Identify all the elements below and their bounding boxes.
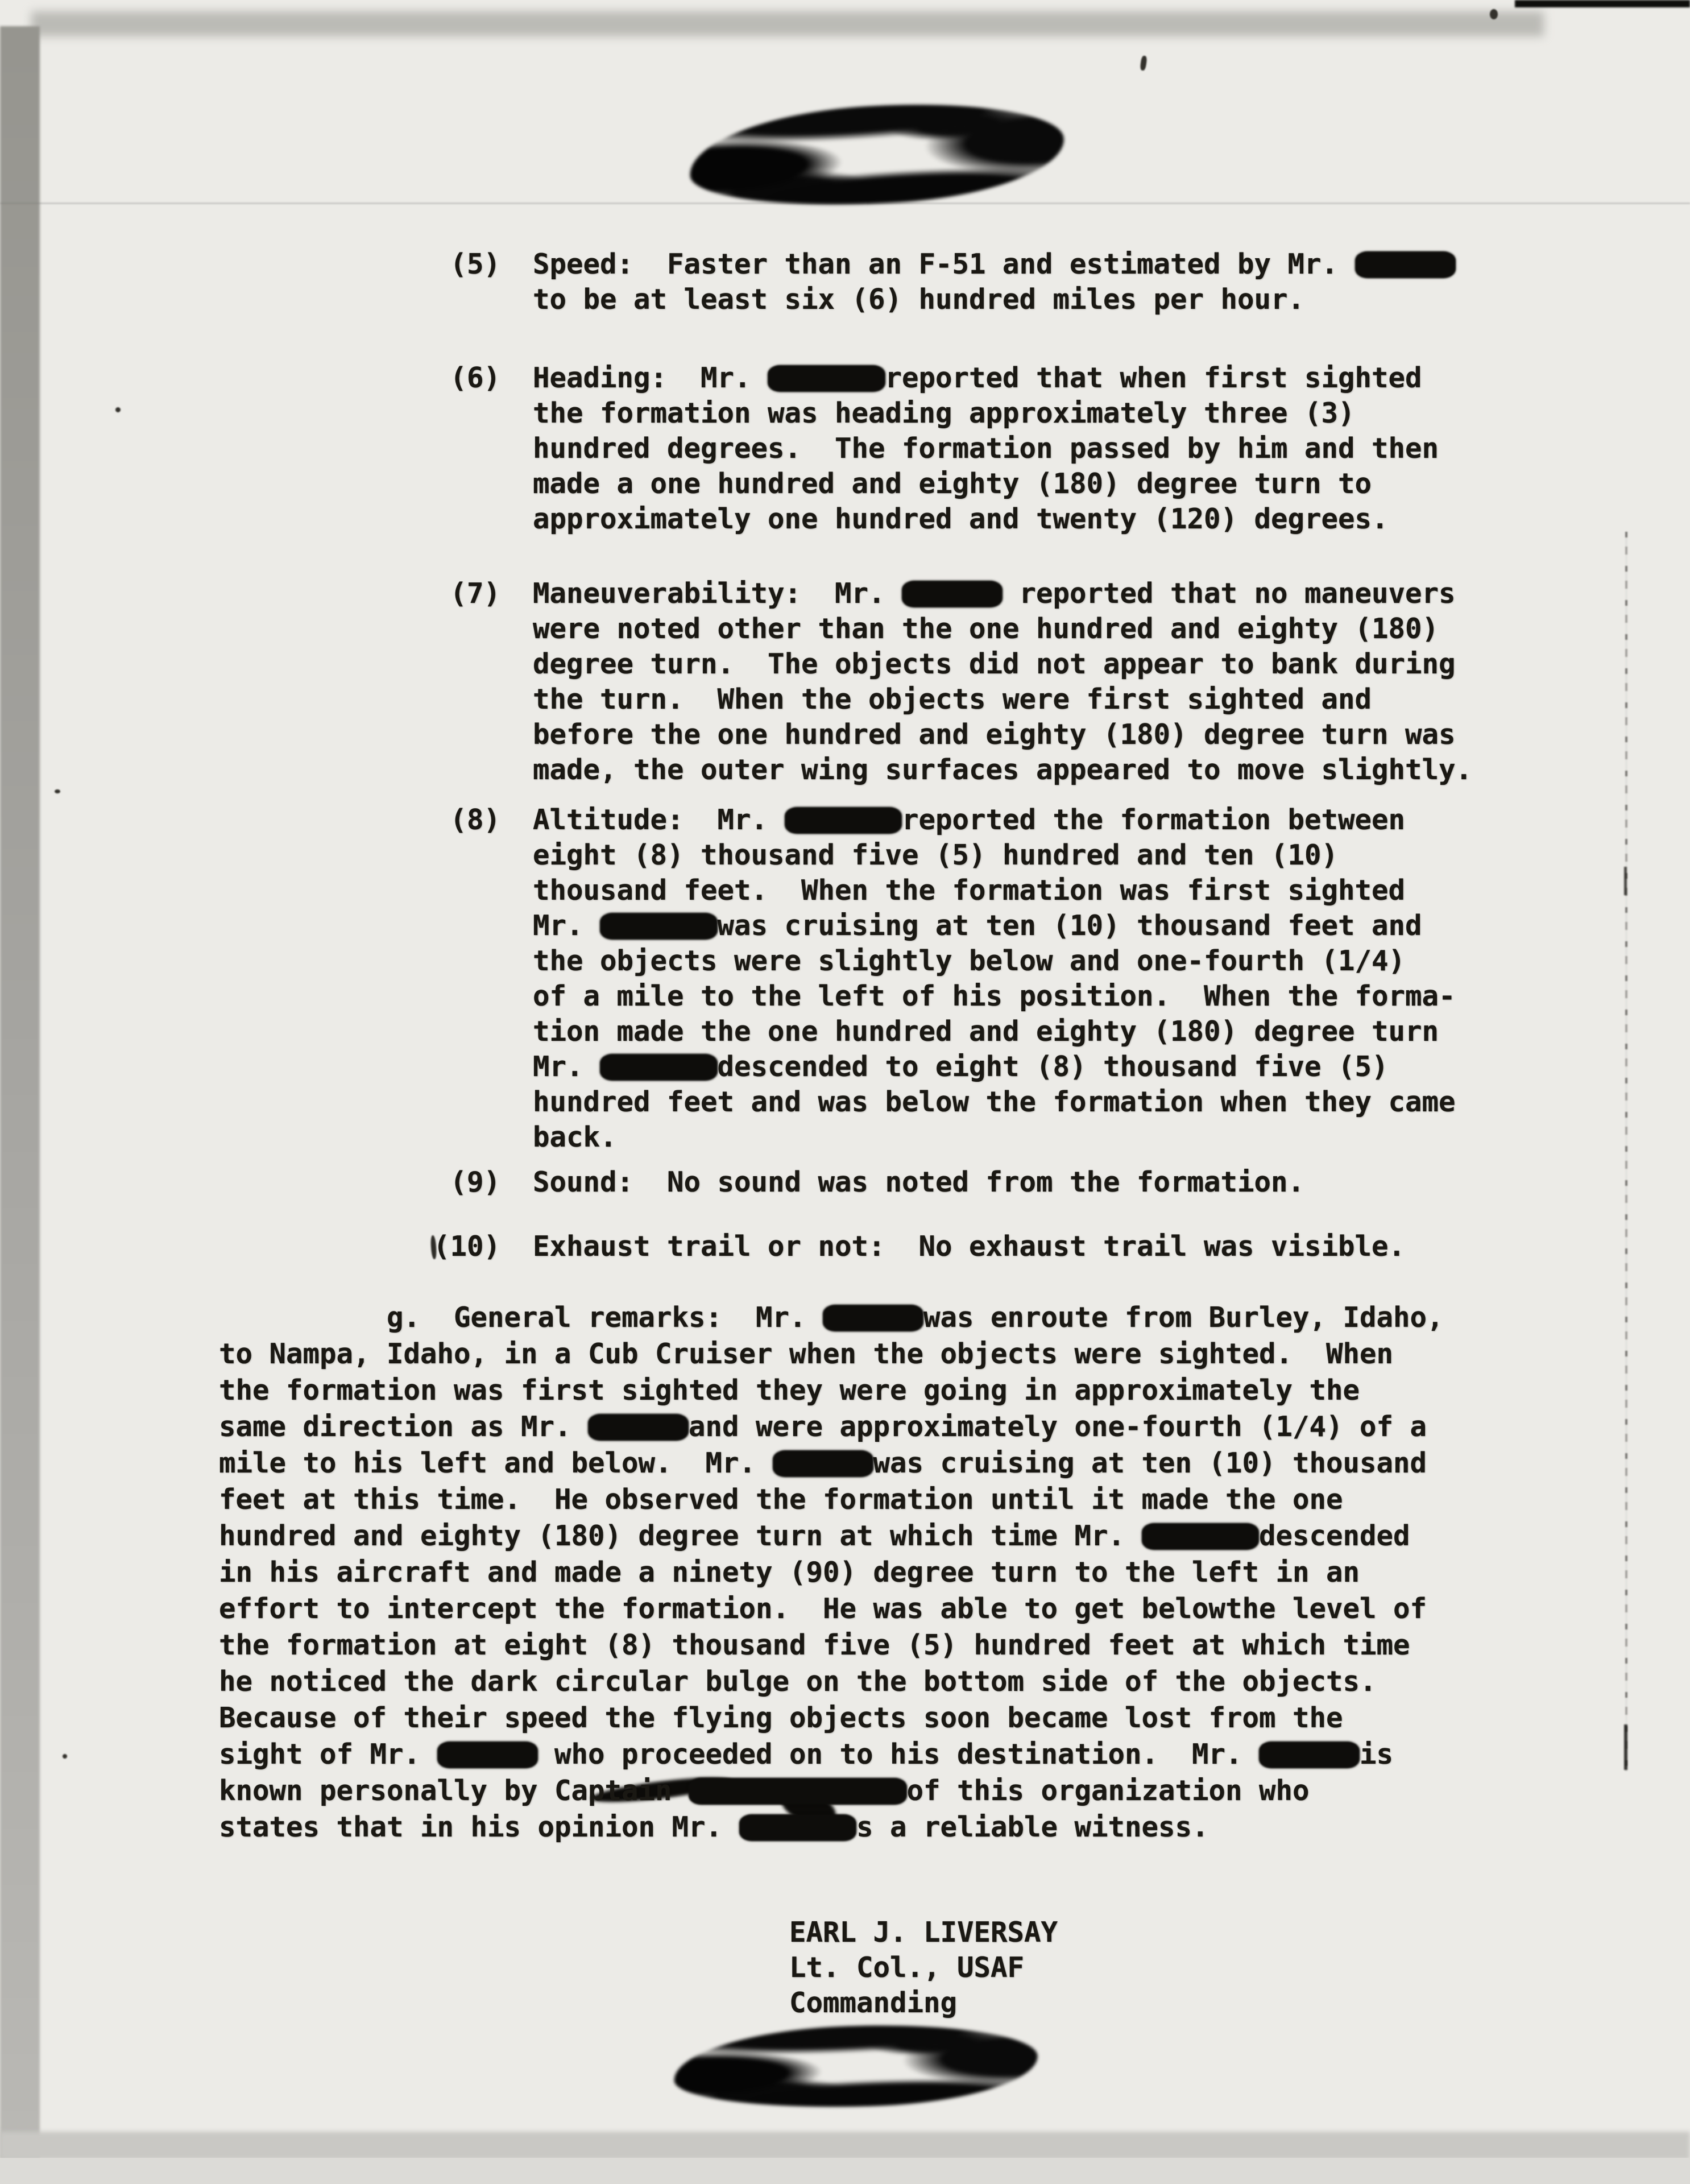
- redaction-bar: [689, 1778, 907, 1805]
- text-line: Speed: Faster than an F-51 and estimated by Mr.: [533, 247, 1456, 282]
- scan-left-edge-shadow: [0, 26, 40, 2184]
- ink-speck: [1140, 55, 1148, 71]
- text-line: g. General remarks: Mr. was enroute from Burley, Idaho,: [219, 1301, 1444, 1334]
- text-line: approximately one hundred and twenty (120) degrees.: [533, 503, 1389, 535]
- redaction-bar: [768, 365, 885, 392]
- report-item-10: [421, 1229, 1405, 1264]
- scan-vertical-streak-segment: [1624, 867, 1627, 895]
- redaction-bar: [600, 1054, 718, 1081]
- text-line: in his aircraft and made a ninety (90) degree turn to the left in an: [219, 1556, 1360, 1589]
- redaction-bar: [823, 1305, 923, 1331]
- signature-name: EARL J. LIVERSAY: [789, 1916, 1058, 1949]
- redaction-bar: [785, 807, 902, 834]
- text-line: back.: [533, 1121, 617, 1153]
- item-number: (5): [450, 248, 500, 280]
- text-line: sight of Mr. who proceeded on to his destination. Mr. is: [219, 1738, 1394, 1771]
- text-line: known personally by Captain of this organization who: [219, 1774, 1310, 1807]
- signature-title: Commanding: [789, 1987, 958, 2019]
- text-line: thousand feet. When the formation was first sighted: [533, 874, 1406, 907]
- text-line: the objects were slightly below and one-fourth (1/4): [533, 945, 1406, 977]
- text-line: the formation was heading approximately three (3): [533, 397, 1355, 429]
- text-line: before the one hundred and eighty (180) degree turn was: [533, 718, 1456, 751]
- scan-bottom-margin: [0, 2158, 1690, 2184]
- text-line: hundred degrees. The formation passed by him and then: [533, 432, 1439, 465]
- redaction-bar: [1355, 251, 1456, 278]
- scan-vertical-streak-segment: [1624, 1724, 1627, 1770]
- scan-vertical-streak: [1625, 532, 1627, 1772]
- text-line: to be at least six (6) hundred miles per hour.: [533, 283, 1305, 316]
- redaction-bar: [739, 1814, 857, 1841]
- redaction-bar: [437, 1742, 538, 1768]
- item-number: (6): [450, 362, 500, 394]
- item-number: (7): [450, 577, 500, 610]
- obliterated-stamp-top: [686, 94, 1067, 215]
- text-line: hundred feet and was below the formation when they came: [533, 1086, 1456, 1118]
- text-line: made a one hundred and eighty (180) degree turn to: [533, 468, 1372, 500]
- ink-speck: [1490, 9, 1498, 19]
- text-line: made, the outer wing surfaces appeared to move slightly.: [533, 754, 1473, 786]
- report-item-7: [421, 576, 1472, 788]
- text-line: states that in his opinion Mr. s a reliable witness.: [219, 1811, 1209, 1843]
- text-line: to Nampa, Idaho, in a Cub Cruiser when the objects were sighted. When: [219, 1338, 1394, 1370]
- text-line: Exhaust trail or not: No exhaust trail was visible.: [533, 1230, 1406, 1263]
- redaction-bar: [773, 1450, 873, 1477]
- text-line: of a mile to the left of his position. When the forma-: [533, 980, 1456, 1012]
- text-line: the formation at eight (8) thousand five (5) hundred feet at which time: [219, 1629, 1410, 1661]
- redaction-bar: [1259, 1742, 1360, 1768]
- text-line: the turn. When the objects were first sighted and: [533, 683, 1372, 715]
- redaction-bar: [902, 581, 1003, 607]
- text-line: effort to intercept the formation. He was able to get belowthe level of: [219, 1592, 1427, 1625]
- report-item-9: [421, 1165, 1304, 1200]
- item-number: (8): [450, 804, 500, 836]
- scan-bottom-shadow-band: [0, 2132, 1690, 2160]
- text-line: Mr. descended to eight (8) thousand five (5): [533, 1050, 1389, 1083]
- signature-rank: Lt. Col., USAF: [789, 1951, 1025, 1984]
- text-line: eight (8) thousand five (5) hundred and ten (10): [533, 839, 1339, 871]
- text-line: were noted other than the one hundred and eighty (180): [533, 613, 1439, 645]
- general-remarks: [219, 1300, 1444, 1846]
- redaction-bar: [600, 913, 718, 940]
- text-line: Heading: Mr. reported that when first sighted: [533, 362, 1422, 394]
- text-line: Maneuverability: Mr. reported that no maneuvers: [533, 577, 1456, 610]
- report-item-5: [421, 247, 1456, 317]
- text-line: Sound: No sound was noted from the formation.: [533, 1166, 1305, 1198]
- text-line: hundred and eighty (180) degree turn at which time Mr. descended: [219, 1520, 1410, 1552]
- text-line: degree turn. The objects did not appear to bank during: [533, 648, 1456, 680]
- item-number: (9): [450, 1166, 500, 1198]
- text-line: the formation was first sighted they were going in approximately the: [219, 1374, 1360, 1407]
- report-item-8: [421, 803, 1456, 1155]
- ink-speck: [55, 789, 60, 793]
- item-number: (10): [433, 1230, 500, 1263]
- text-line: Because of their speed the flying objects soon became lost from the: [219, 1702, 1343, 1734]
- ink-speck: [115, 407, 121, 412]
- report-item-6: [421, 361, 1439, 537]
- text-line: Mr. was cruising at ten (10) thousand feet and: [533, 909, 1422, 942]
- signature-block: [789, 1915, 1058, 2021]
- scan-top-shadow-band: [31, 11, 1544, 36]
- text-line: same direction as Mr. and were approximately one-fourth (1/4) of a: [219, 1410, 1427, 1443]
- redaction-bar: [1142, 1523, 1260, 1550]
- text-line: Altitude: Mr. reported the formation between: [533, 804, 1406, 836]
- text-line: feet at this time. He observed the formation until it made the one: [219, 1483, 1343, 1516]
- text-line: he noticed the dark circular bulge on the bottom side of the objects.: [219, 1665, 1377, 1698]
- ink-speck: [63, 1754, 67, 1759]
- text-line: tion made the one hundred and eighty (180) degree turn: [533, 1015, 1439, 1048]
- scan-top-right-edge: [1515, 0, 1690, 7]
- redaction-bar: [588, 1414, 689, 1441]
- text-line: mile to his left and below. Mr. was cruising at ten (10) thousand: [219, 1447, 1427, 1479]
- obliterated-stamp-bottom: [673, 2020, 1039, 2113]
